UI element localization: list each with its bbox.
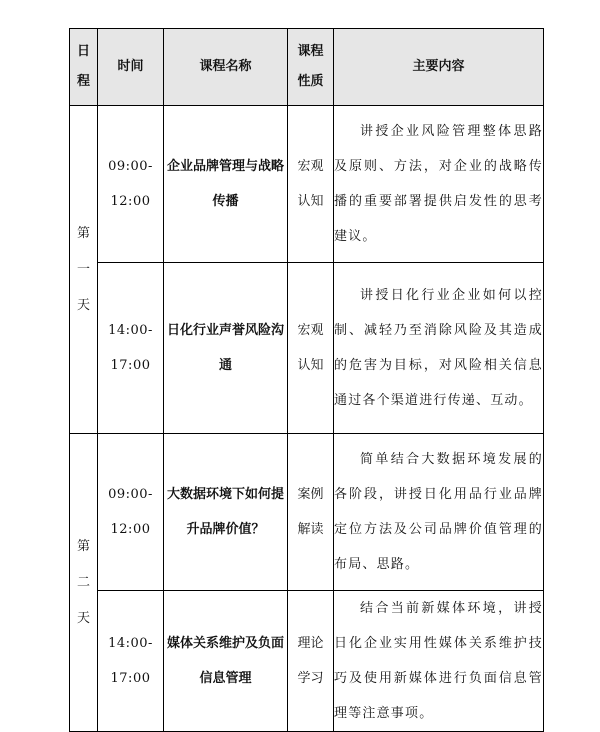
- course-content: 结合当前新媒体环境，讲授日化企业实用性媒体关系维护技巧及使用新媒体进行负面信息管理等注意事项。: [334, 591, 544, 732]
- day-label-2: 第 二 天: [70, 434, 98, 732]
- course-name: 企业品牌管理与战略传播: [164, 106, 288, 263]
- header-course: 课程名称: [164, 29, 288, 106]
- day-label-1: 第 一 天: [70, 106, 98, 434]
- header-day: 日 程: [70, 29, 98, 106]
- course-nature: 宏观 认知: [288, 106, 334, 263]
- session-time: 09:00- 12:00: [98, 106, 164, 263]
- course-nature: 宏观 认知: [288, 263, 334, 434]
- course-nature: 理论 学习: [288, 591, 334, 732]
- course-schedule-table: [69, 28, 544, 732]
- course-name: 大数据环境下如何提升品牌价值？: [164, 434, 288, 591]
- course-content: 讲授日化行业企业如何以控制、减轻乃至消除风险及其造成的危害为目标，对风险相关信息通过各个渠道进行传递、互动。: [334, 263, 544, 434]
- course-content: 讲授企业风险管理整体思路及原则、方法，对企业的战略传播的重要部署提供启发性的思考建议。: [334, 106, 544, 263]
- table-row: [70, 591, 544, 732]
- course-name: 媒体关系维护及负面信息管理: [164, 591, 288, 732]
- table-row: [70, 434, 544, 591]
- header-row: [70, 29, 544, 106]
- header-nature: 课程 性质: [288, 29, 334, 106]
- course-content: 简单结合大数据环境发展的各阶段，讲授日化用品行业品牌定位方法及公司品牌价值管理的布局、思路。: [334, 434, 544, 591]
- header-content: 主要内容: [334, 29, 544, 106]
- course-nature: 案例 解读: [288, 434, 334, 591]
- header-time: 时间: [98, 29, 164, 106]
- session-time: 14:00- 17:00: [98, 263, 164, 434]
- table-row: [70, 263, 544, 434]
- session-time: 09:00- 12:00: [98, 434, 164, 591]
- table-row: [70, 106, 544, 263]
- session-time: 14:00- 17:00: [98, 591, 164, 732]
- course-name: 日化行业声誉风险沟通: [164, 263, 288, 434]
